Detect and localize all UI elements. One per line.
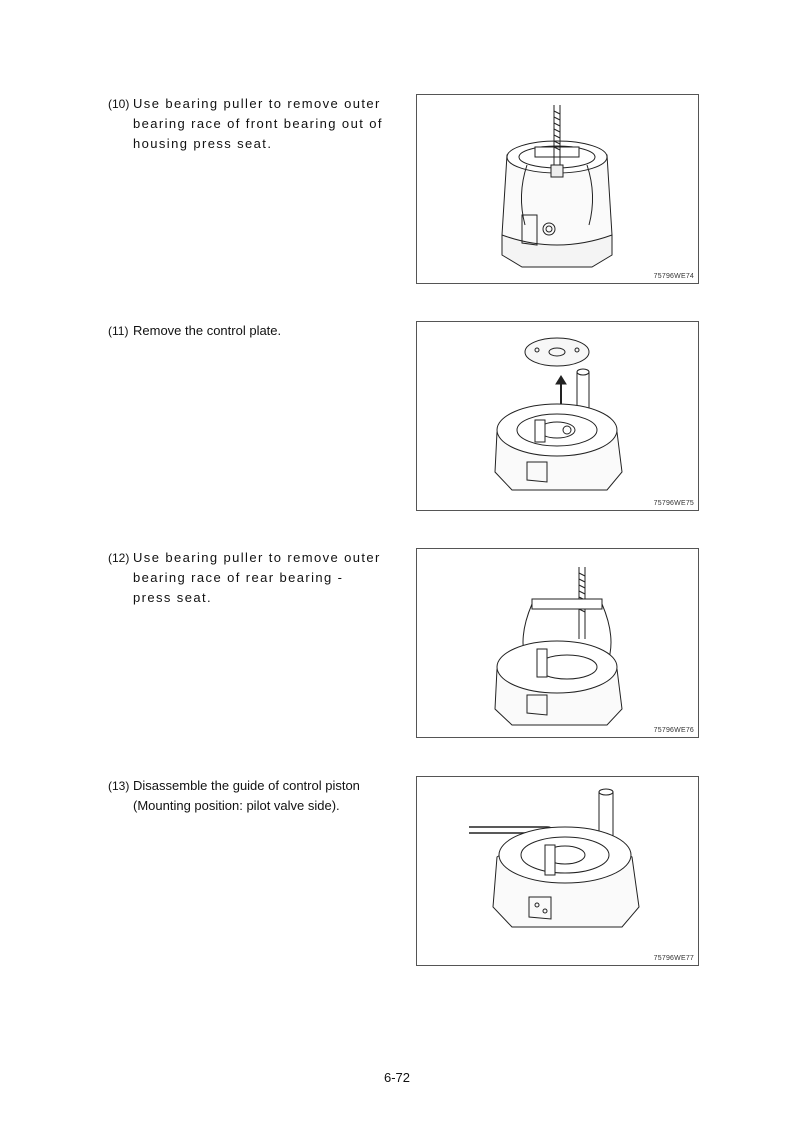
figure-code: 75796WE74 <box>653 273 694 280</box>
step-11 <box>108 321 383 341</box>
figure-control-piston-guide <box>416 776 699 966</box>
bearing-puller-rear-illustration <box>417 549 698 737</box>
figure-bearing-puller-front <box>416 94 699 284</box>
step-number: (10) <box>108 97 130 111</box>
figure-control-plate <box>416 321 699 511</box>
step-number: (12) <box>108 551 130 565</box>
step-13 <box>108 776 383 816</box>
step-12 <box>108 548 383 608</box>
figure-code: 75796WE76 <box>653 727 694 734</box>
step-number: (11) <box>108 324 129 338</box>
figure-code: 75796WE75 <box>653 500 694 507</box>
hex-wrench-guide-illustration <box>417 777 698 965</box>
figure-code: 75796WE77 <box>653 955 694 962</box>
step-text: Remove the control plate. <box>133 323 282 338</box>
control-plate-removal-illustration <box>417 322 698 510</box>
bearing-puller-housing-illustration <box>417 95 698 283</box>
figure-bearing-puller-rear <box>416 548 699 738</box>
page-number: 6-72 <box>383 1070 411 1085</box>
step-text: Disassemble the guide of control piston (Mounting position: pilot valve side). <box>133 778 360 813</box>
step-text: Use bearing puller to remove outer bearing race of rear bearing - press seat. <box>133 550 381 605</box>
step-10 <box>108 94 383 154</box>
step-number: (13) <box>108 779 130 793</box>
step-text: Use bearing puller to remove outer bearing race of front bearing out of housing press seat. <box>133 96 383 151</box>
